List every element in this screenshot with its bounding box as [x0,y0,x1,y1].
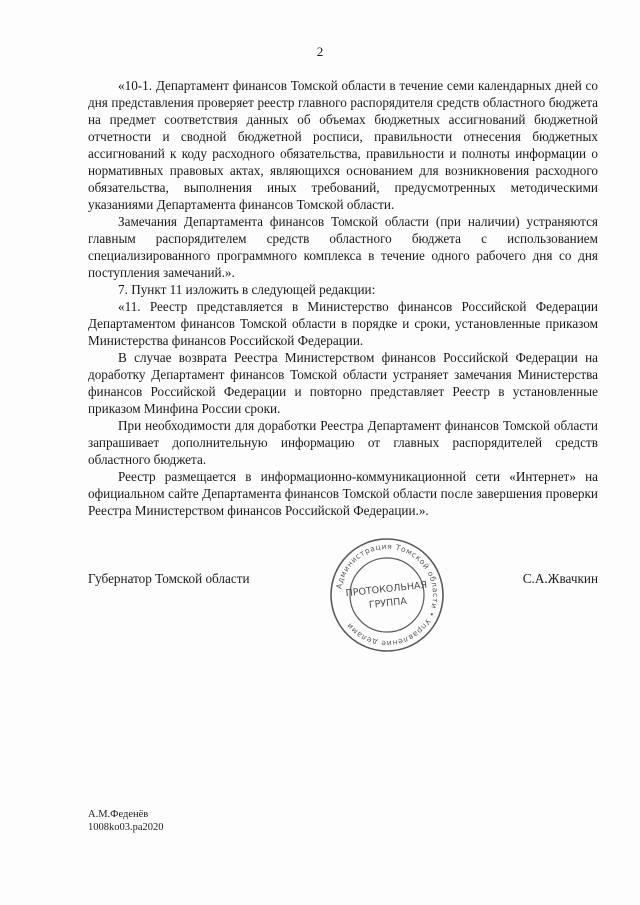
paragraph-return: В случае возврата Реестра Министерством финансов Российской Федерации на доработку Департамент финансов Томской области устраняет замечания Министерства финансов Российской Федерации и повторно представляет Реестр в установленные приказом Минфина России сроки. [88,350,598,416]
page-number: 2 [316,44,324,59]
stamp-line-1: ПРОТОКОЛЬНАЯ [345,579,428,600]
stamp-ring-text: Администрация Томской области • Управление делами [334,541,441,649]
paragraph-11: «11. Реестр представляется в Министерство финансов Российской Федерации Департаментом финансов Томской области в порядке и сроки, установленные приказом Министерства финансов Российской Федерации. [88,299,598,348]
signatory-position: Губернатор Томской области [88,571,250,586]
protocol-group-stamp [328,536,446,654]
footer-author: А.М.Феденёв [88,809,149,820]
paragraph-item-7: 7. Пункт 11 изложить в следующей редакции: [118,282,376,297]
paragraph-remarks: Замечания Департамента финансов Томской области (при наличии) устраняются главным распорядителем средств областного бюджета с использованием специализированного программного комплекса в течение одного рабочего дня со дня поступления замечаний.». [88,214,598,280]
stamp-line-2: ГРУППА [368,595,408,611]
signatory-name: С.А.Жвачкин [522,571,598,586]
document-footer [88,808,164,834]
paragraph-additional-info: При необходимости для доработки Реестра Департамент финансов Томской области запрашивает дополнительную информацию от главных распорядителей средств областного бюджета. [88,418,598,467]
paragraph-publication: Реестр размещается в информационно-коммуникационной сети «Интернет» на официальном сайте Департамента финансов Томской области после завершения проверки Реестра Министерством финансов Российской Федерации.». [88,469,598,518]
document-body [88,77,598,519]
footer-code: 1008ko03.pa2020 [88,822,164,833]
paragraph-10-1: «10-1. Департамент финансов Томской области в течение семи календарных дней со дня представления проверяет реестр главного распорядителя средств областного бюджета на предмет соответствия данных об объемах бюджетных ассигнований бюджетной отчетности и сводной бюджетной росписи, правильности отнесения бюджетных ассигнований к коду расходного обязательства, правильности и полноты информации о нормативных правовых актах, являющихся основанием для возникновения расходного обязательства, выполнения иных требований, предусмотренных методическими указаниями Департамента финансов Томской области. [88,78,598,212]
